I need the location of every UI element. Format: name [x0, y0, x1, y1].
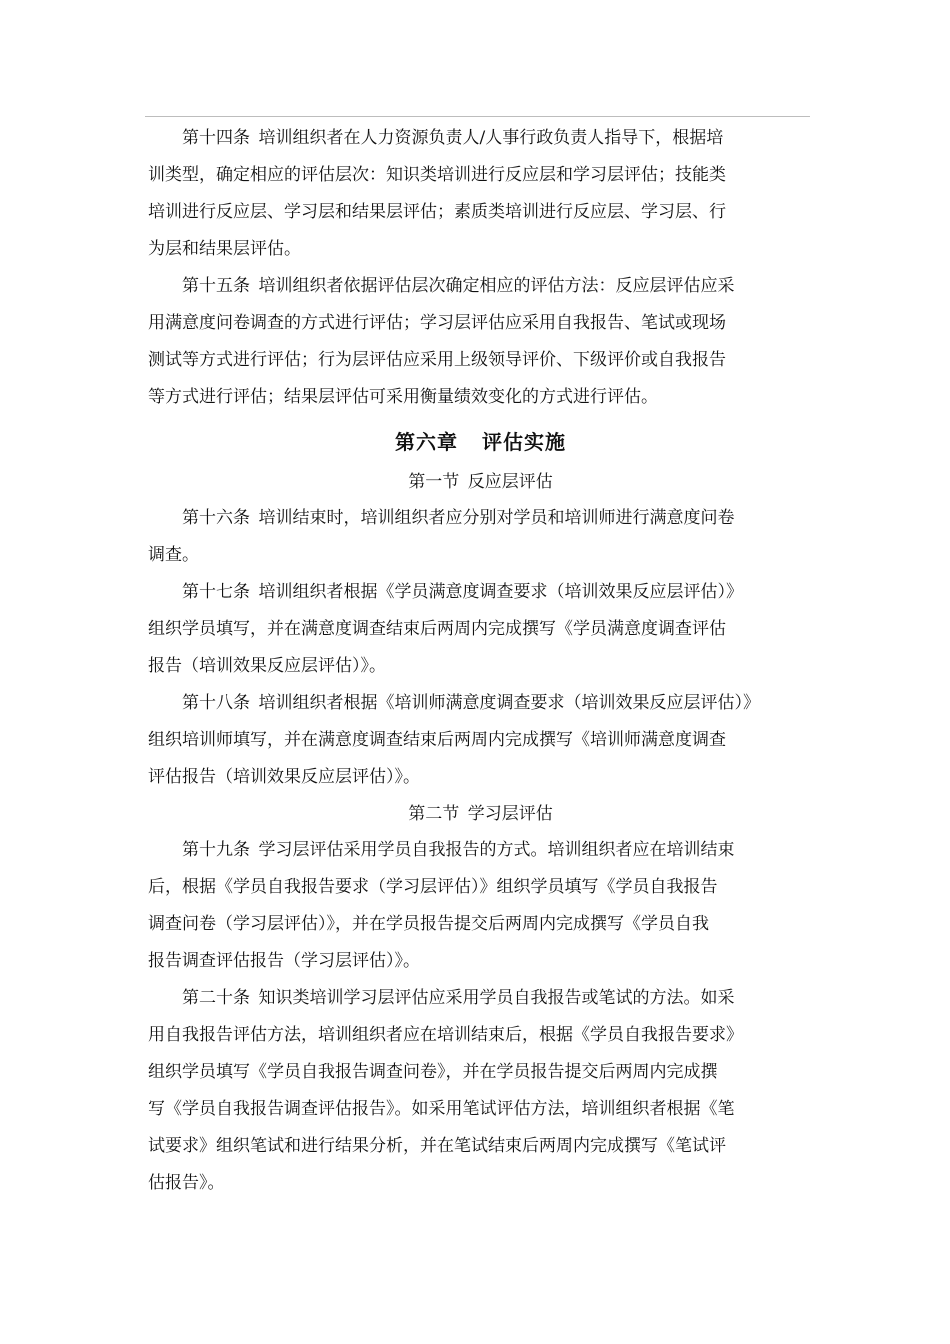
article-text-line: 写《学员自我报告调查评估报告》。如采用笔试评估方法，培训组织者根据《笔 [148, 1099, 735, 1119]
article-text-line: 评估报告（培训效果反应层评估）》。 [148, 767, 420, 787]
article-text-line: 等方式进行评估；结果层评估可采用衡量绩效变化的方式进行评估。 [148, 387, 658, 407]
article-text-line: 学习层评估采用学员自我报告的方式。培训组织者应在培训结束 [258, 840, 735, 860]
article-number: 第十八条 [182, 693, 250, 713]
article-number: 第十六条 [182, 508, 250, 528]
article-text-line: 用自我报告评估方法，培训组织者应在培训结束后，根据《学员自我报告要求》 [148, 1025, 743, 1045]
article-text-line: 培训进行反应层、学习层和结果层评估；素质类培训进行反应层、学习层、行 [148, 202, 726, 222]
header-rule [145, 116, 810, 117]
article-19 [148, 832, 813, 980]
article-text-line: 培训组织者根据《培训师满意度调查要求（培训效果反应层评估）》 [258, 693, 760, 713]
article-text-line: 培训组织者在人力资源负责人/人事行政负责人指导下，根据培 [258, 128, 724, 148]
section-heading [148, 464, 813, 500]
section-title: 反应层评估 [467, 472, 553, 492]
chapter-heading [148, 422, 813, 462]
section-title: 学习层评估 [467, 804, 553, 824]
article-text-line: 调查问卷（学习层评估）》，并在学员报告提交后两周内完成撰写《学员自我 [148, 914, 709, 934]
article-text-line: 估报告》。 [148, 1173, 225, 1193]
article-text-line: 组织学员填写，并在满意度调查结束后两周内完成撰写《学员满意度调查评估 [148, 619, 726, 639]
article-number: 第二十条 [182, 988, 250, 1008]
article-18 [148, 685, 813, 796]
article-number: 第十五条 [182, 276, 250, 296]
section-number: 第二节 [408, 804, 460, 824]
article-text-line: 培训结束时，培训组织者应分别对学员和培训师进行满意度问卷 [258, 508, 735, 528]
article-number: 第十七条 [182, 582, 250, 602]
chapter-number: 第六章 [395, 430, 458, 454]
article-text-line: 后，根据《学员自我报告要求（学习层评估）》组织学员填写《学员自我报告 [148, 877, 718, 897]
article-text-line: 组织培训师填写，并在满意度调查结束后两周内完成撰写《培训师满意度调查 [148, 730, 726, 750]
section-heading [148, 796, 813, 832]
article-text-line: 调查。 [148, 545, 199, 565]
article-text-line: 报告（培训效果反应层评估）》。 [148, 656, 386, 676]
article-text-line: 培训组织者根据《学员满意度调查要求（培训效果反应层评估）》 [258, 582, 743, 602]
article-text-line: 测试等方式进行评估；行为层评估应采用上级领导评价、下级评价或自我报告 [148, 350, 726, 370]
article-number: 第十四条 [182, 128, 250, 148]
article-14 [148, 120, 813, 268]
article-text-line: 试要求》组织笔试和进行结果分析，并在笔试结束后两周内完成撰写《笔试评 [148, 1136, 726, 1156]
article-text-line: 训类型，确定相应的评估层次：知识类培训进行反应层和学习层评估；技能类 [148, 165, 726, 185]
chapter-title: 评估实施 [482, 430, 566, 454]
article-text-line: 为层和结果层评估。 [148, 239, 301, 259]
article-text-line: 组织学员填写《学员自我报告调查问卷》，并在学员报告提交后两周内完成撰 [148, 1062, 718, 1082]
article-text-line: 知识类培训学习层评估应采用学员自我报告或笔试的方法。如采 [258, 988, 735, 1008]
section-number: 第一节 [408, 472, 460, 492]
article-number: 第十九条 [182, 840, 250, 860]
article-15 [148, 268, 813, 416]
document-body [148, 120, 813, 1202]
article-16 [148, 500, 813, 574]
article-text-line: 培训组织者依据评估层次确定相应的评估方法：反应层评估应采 [258, 276, 735, 296]
article-text-line: 用满意度问卷调查的方式进行评估；学习层评估应采用自我报告、笔试或现场 [148, 313, 726, 333]
article-17 [148, 574, 813, 685]
article-20 [148, 980, 813, 1202]
article-text-line: 报告调查评估报告（学习层评估）》。 [148, 951, 420, 971]
